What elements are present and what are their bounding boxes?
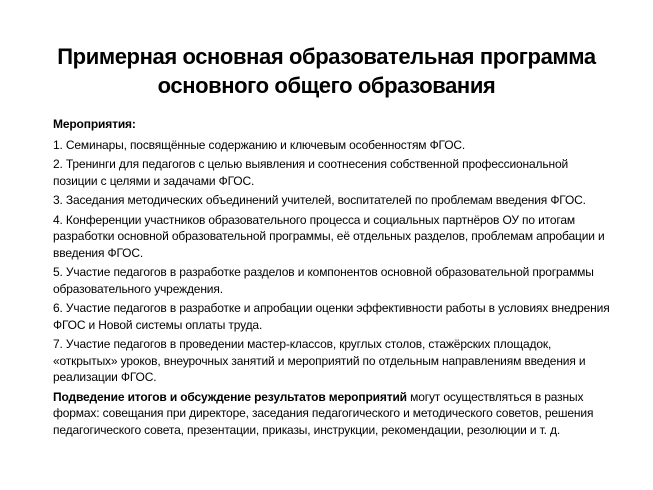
event-item-1: 1. Семинары, посвящённые содержанию и ключевым особенностям ФГОС. <box>53 137 466 152</box>
summary-paragraph <box>53 389 613 439</box>
event-item-7: 7. Участие педагогов в проведении мастер-классов, круглых столов, стажёрских площадок, «открытых» уроков, внеурочных занятий и мероприятий по отдельным направлениям введения и реализации ФГОС. <box>53 337 586 384</box>
events-heading: Мероприятия: <box>53 117 136 131</box>
event-item-2: 2. Тренинги для педагогов с целью выявления и соотнесения собственной профессиональной позиции с целями и задачами ФГОС. <box>53 157 569 188</box>
event-item-4: 4. Конференции участников образовательного процесса и социальных партнёров ОУ по итогам разработки основной образовательной программы, её отдельных разделов, проблемам апробации и введения ФГОС. <box>53 212 605 260</box>
summary-text: могут осуществляться в разных формах: совещания при директоре, заседания педагогического и методического советов, решения педагогического совета, презентации, приказы, инструкции, рекомендации, резолюции и т. д. <box>53 389 594 437</box>
event-item-6: 6. Участие педагогов в разработке и апробации оценки эффективности работы в условиях внедрения ФГОС и Новой системы оплаты труда. <box>53 301 610 332</box>
event-item-3: 3. Заседания методических объединений учителей, воспитателей по проблемам введения ФГОС. <box>53 193 586 207</box>
slide-title-line-1: Примерная основная образовательная программа <box>57 44 596 69</box>
slide-title-line-2: основного общего образования <box>157 73 496 98</box>
summary-lead: Подведение итогов и обсуждение результатов мероприятий <box>53 389 407 404</box>
event-item-5: 5. Участие педагогов в разработке разделов и компонентов основной образовательной программы образовательного учреждения. <box>53 265 594 296</box>
slide-body <box>53 116 613 441</box>
slide-title <box>20 42 633 100</box>
